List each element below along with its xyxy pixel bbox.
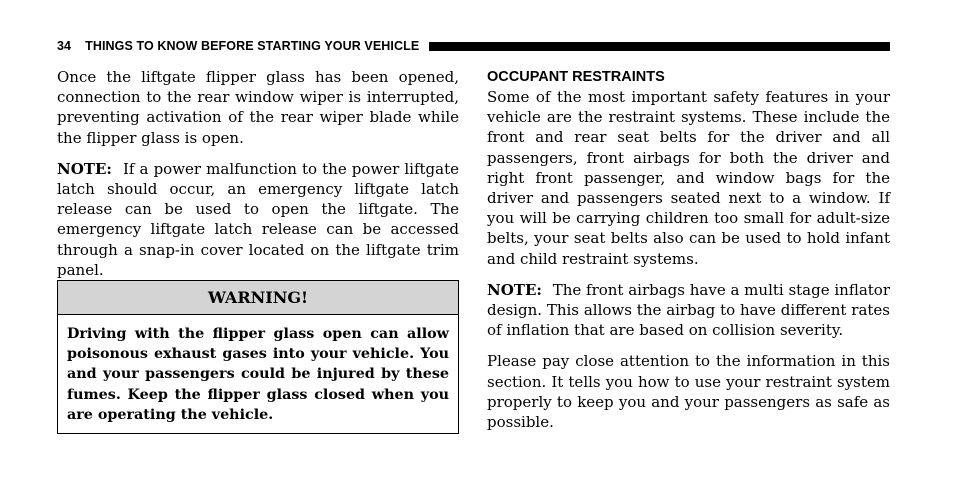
section-title: OCCUPANT RESTRAINTS: [487, 69, 665, 85]
restraints-paragraph: Some of the most important safety features in your vehicle are the restraint systems. These include the front and rear seat belts for the driver and all passengers, front airbags for both the driver and right front passenger, and window bags for the driver and passengers seated next to a window. If you will be carrying children too small for adult-size belts, your seat belts also can be used to hold infant and child restraint systems.: [487, 88, 890, 268]
page-header: [57, 37, 890, 55]
warning-title: WARNING!: [58, 281, 458, 315]
left-column: [57, 67, 459, 280]
attention-paragraph: Please pay close attention to the information in this section. It tells you how to use your restraint system properly to keep you and your passengers as safe as possible.: [487, 352, 890, 432]
right-column: [487, 67, 890, 432]
flipper-glass-paragraph: Once the liftgate flipper glass has been opened, connection to the rear window wiper is interrupted, preventing activation of the rear wiper blade while the flipper glass is open.: [57, 68, 459, 147]
note-paragraph: [57, 159, 459, 280]
chapter-title: THINGS TO KNOW BEFORE STARTING YOUR VEHICLE: [85, 39, 420, 53]
note-text: The front airbags have a multi stage inflator design. This allows the airbag to have different rates of inflation that are based on collision severity.: [487, 280, 891, 340]
airbag-note-paragraph: [487, 280, 890, 341]
note-text: If a power malfunction to the power liftgate latch should occur, an emergency liftgate latch release can be used to open the liftgate. The emergency liftgate latch release can be accessed through a snap-in cover located on the liftgate trim panel.: [57, 159, 459, 279]
note-label: NOTE:: [487, 280, 542, 299]
note-label: NOTE:: [57, 159, 112, 178]
warning-box: [57, 280, 459, 434]
page-number: 34: [57, 39, 72, 53]
header-rule: [429, 42, 890, 51]
warning-text: Driving with the flipper glass open can allow poisonous exhaust gases into your vehicle. You and your passengers could be injured by these fumes. Keep the flipper glass closed when you are operating the vehicle.: [67, 326, 449, 423]
